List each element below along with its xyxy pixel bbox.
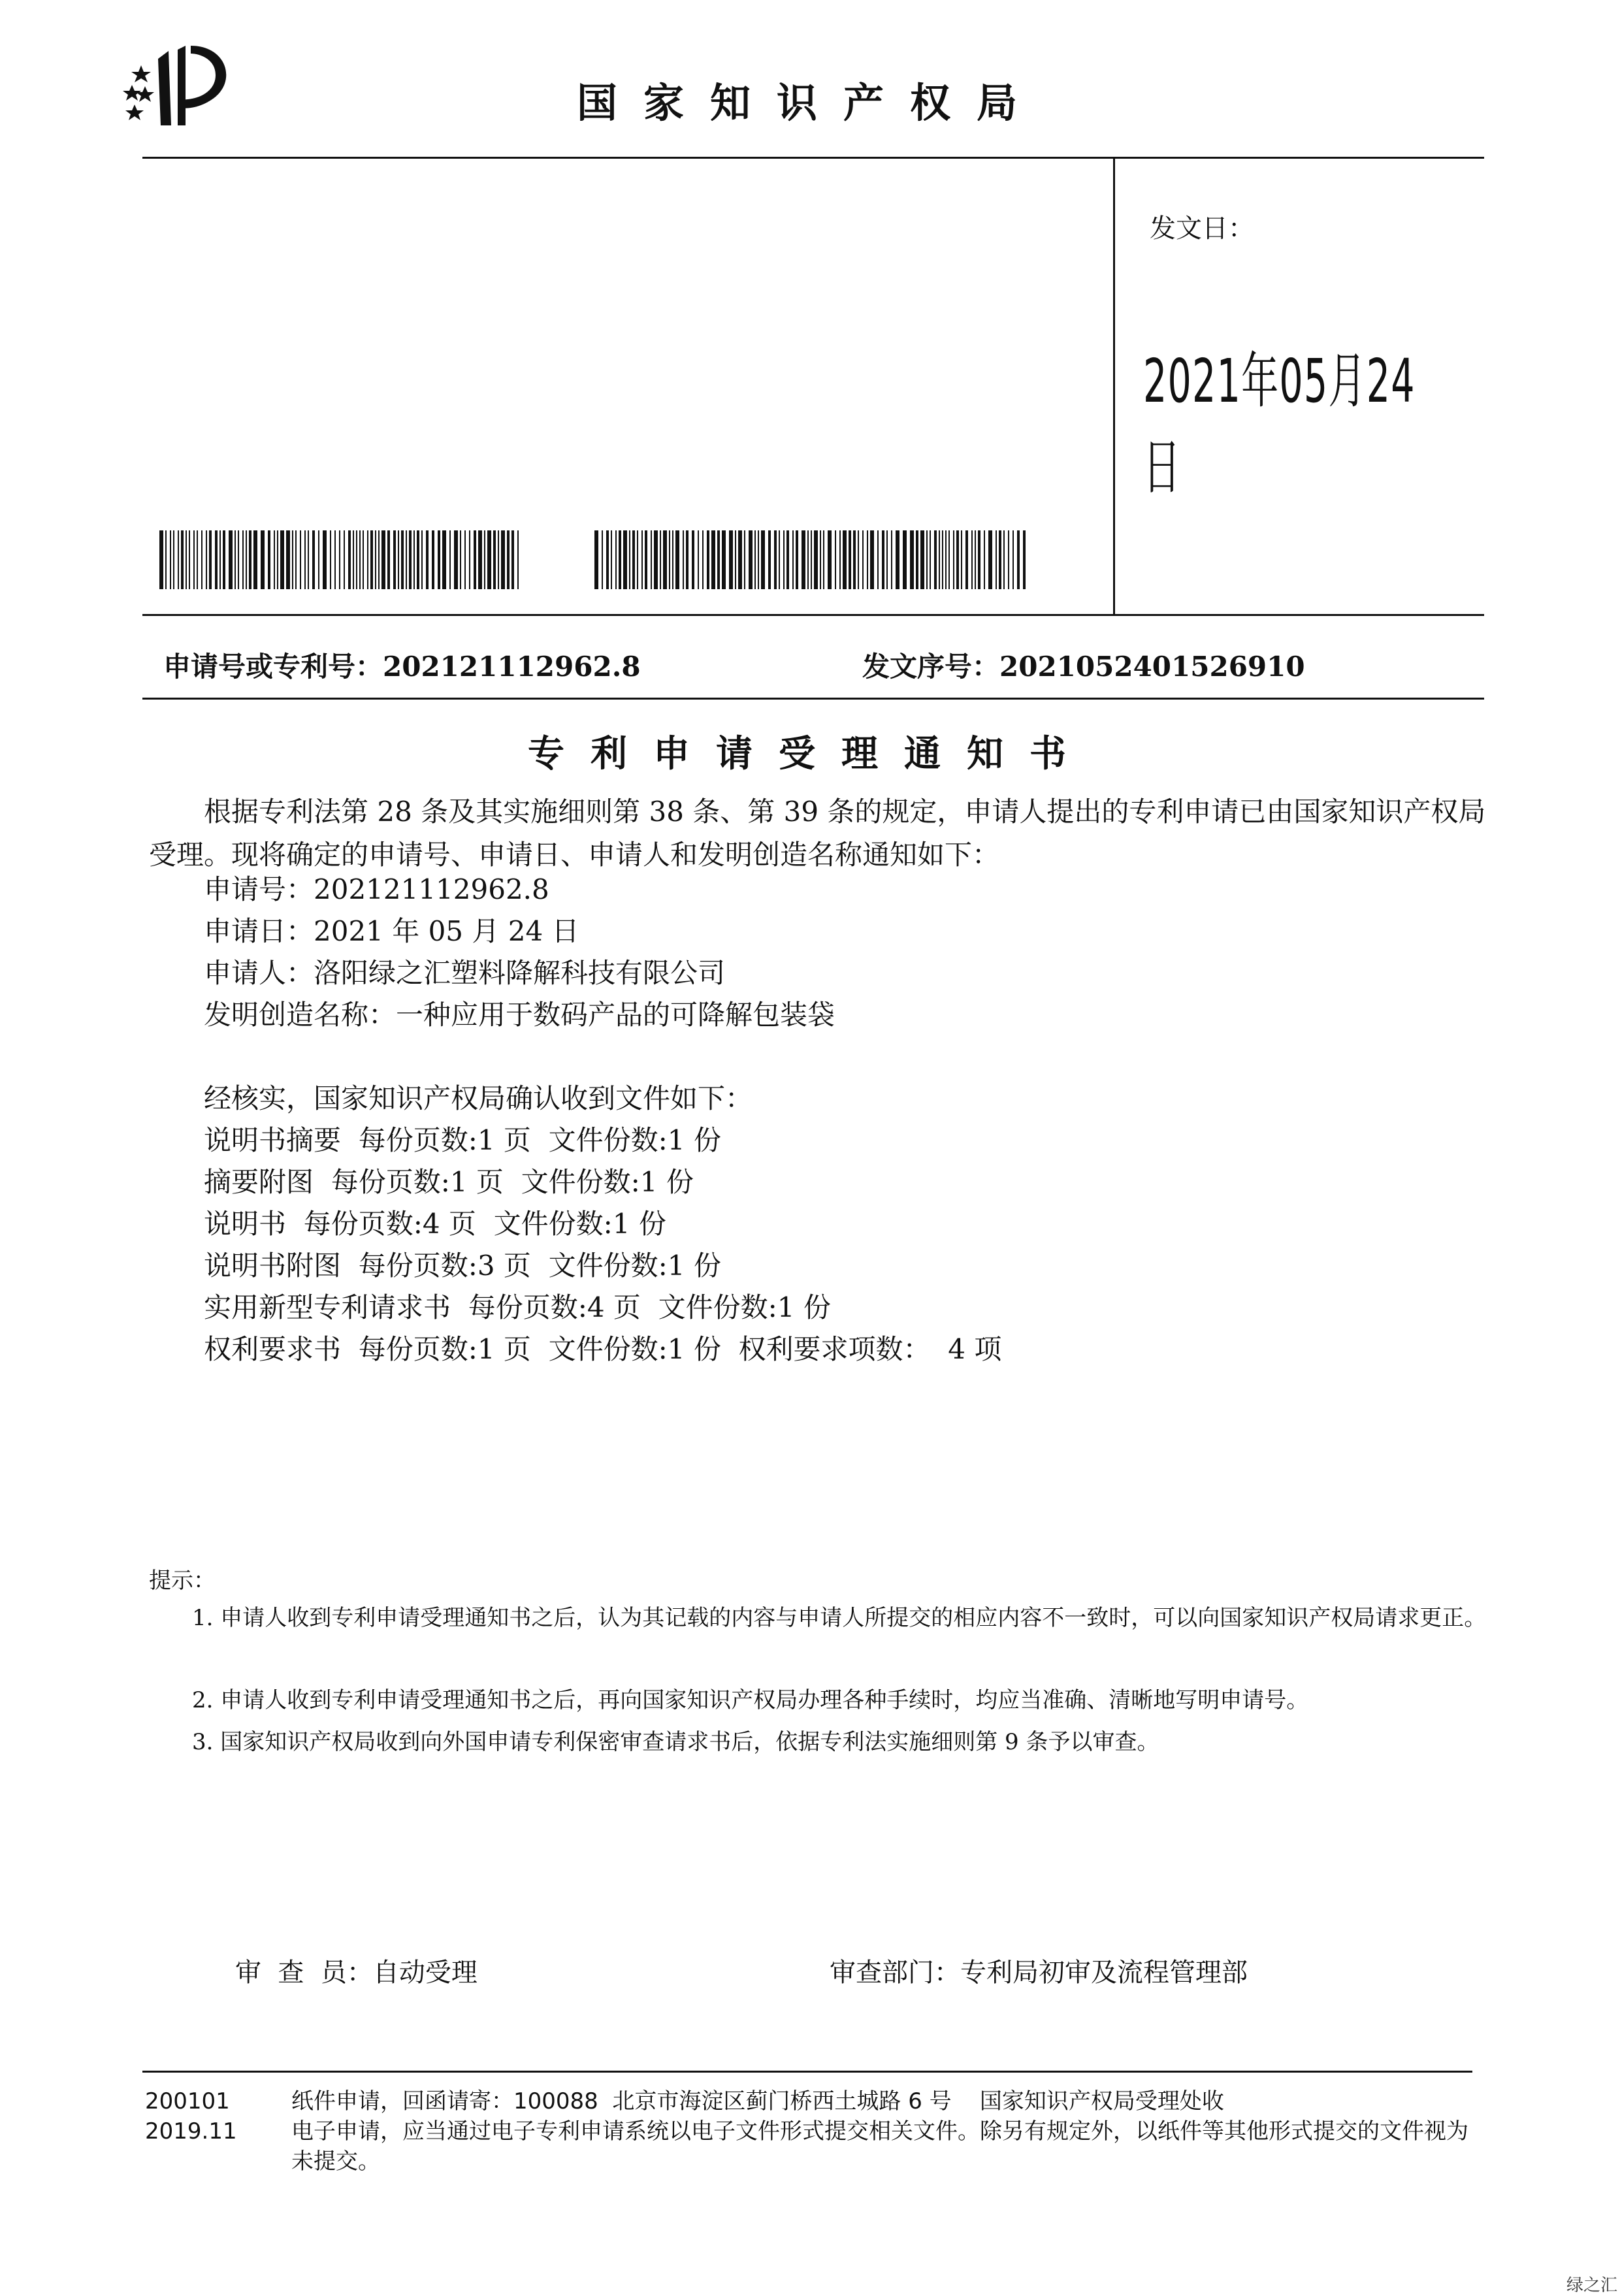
barcode-bar <box>304 530 306 589</box>
barcode-bar <box>487 530 491 589</box>
barcode-bar <box>375 530 376 589</box>
barcode-bar <box>796 530 798 589</box>
barcode-bar <box>948 530 950 589</box>
barcode-bar <box>729 530 733 589</box>
barcode-bar <box>792 530 794 589</box>
barcode-bar <box>953 530 954 589</box>
barcode-bar <box>493 530 496 589</box>
barcode-bar <box>858 530 859 589</box>
barcode-bar <box>853 530 856 589</box>
issue-date-label: 发文日： <box>1150 214 1254 244</box>
barcode-bar <box>442 530 446 589</box>
barcode-bar <box>707 530 709 589</box>
barcode-bar <box>344 530 345 589</box>
barcode-bar <box>862 530 864 589</box>
document-title: 专利申请受理通知书 <box>528 733 1092 775</box>
barcode-bar <box>189 530 190 589</box>
barcode-bar <box>942 530 943 589</box>
barcode-bar <box>295 530 297 589</box>
barcode-bar <box>159 530 163 589</box>
barcode-bar <box>692 530 694 589</box>
barcode-bar <box>615 530 617 589</box>
barcode-bar <box>641 530 643 589</box>
barcode-bar <box>339 530 340 589</box>
serial-number-value: 2021052401526910 <box>999 651 1305 683</box>
barcode-bar <box>438 530 440 589</box>
barcode-bar <box>206 530 207 589</box>
barcode-bar <box>683 530 684 589</box>
barcode-bar <box>722 530 726 589</box>
barcode-bar <box>387 530 390 589</box>
exam-department-value: 专利局初审及流程管理部 <box>960 1958 1248 1988</box>
barcode-bar <box>779 530 780 589</box>
barcode-bar <box>223 530 225 589</box>
barcode-bar <box>460 530 461 589</box>
barcode-bar <box>711 530 715 589</box>
top-divider <box>142 157 1484 159</box>
barcode-bar <box>669 530 670 589</box>
meta-bottom-divider <box>142 698 1484 700</box>
barcode-bar <box>1017 530 1020 589</box>
barcode-bar <box>619 530 621 589</box>
file-item: 说明书附图 每份页数:3 页 文件份数:1 份 <box>204 1250 721 1282</box>
agency-name: 国家知识产权局 <box>576 79 1043 127</box>
barcode-bar <box>849 530 851 589</box>
barcode-bar <box>939 530 940 589</box>
barcode-bar <box>165 530 167 589</box>
barcode-bar <box>413 530 415 589</box>
barcode-bar <box>768 530 771 589</box>
barcode-bar <box>823 530 824 589</box>
barcode-bar <box>1023 530 1026 589</box>
barcode-bar <box>274 530 275 589</box>
barcode-bar <box>478 530 482 589</box>
watermark-text: 绿之汇 <box>1566 2276 1618 2295</box>
barcode-bar <box>623 530 627 589</box>
barcode-bar <box>675 530 679 589</box>
barcode-bar <box>926 530 928 589</box>
barcode-bar <box>602 530 603 589</box>
intro-paragraph: 根据专利法第 28 条及其实施细则第 38 条、第 39 条的规定，申请人提出的专利申请已由国家知识产权局受理。现将确定的申请号、申请日、申请人和发明创造名称通知如下： <box>149 796 1486 871</box>
barcode-bar <box>370 530 373 589</box>
barcode-bar <box>353 530 354 589</box>
barcode-bar <box>956 530 959 589</box>
barcode-bar <box>717 530 720 589</box>
barcode-bar <box>318 530 319 589</box>
detail-invention-title: 发明创造名称：一种应用于数码产品的可降解包装袋 <box>204 999 835 1031</box>
barcode-bar <box>660 530 661 589</box>
barcode-bar <box>672 530 673 589</box>
barcode-bar <box>253 530 257 589</box>
barcode-bar <box>449 530 451 589</box>
barcode-bar <box>637 530 638 589</box>
barcode-bar <box>920 530 924 589</box>
barcode-bar <box>417 530 419 589</box>
issue-date-value: 2021年05月24日 <box>1143 346 1416 502</box>
barcode-bar <box>323 530 327 589</box>
barcode-bar <box>484 530 485 589</box>
barcode-bar <box>761 530 765 589</box>
barcode-bar <box>870 530 874 589</box>
barcode-bar <box>312 530 315 589</box>
barcode-bar <box>406 530 407 589</box>
barcode-bar <box>334 530 336 589</box>
barcode-bar <box>945 530 947 589</box>
serial-number-label: 发文序号： <box>862 651 1000 683</box>
barcode-bar <box>454 530 458 589</box>
barcode-bar <box>882 530 884 589</box>
barcode-bar <box>246 530 247 589</box>
barcode-bar <box>356 530 357 589</box>
examiner <box>235 1952 478 1989</box>
barcode-application <box>159 530 519 589</box>
barcode-bar <box>249 530 251 589</box>
barcode-bar <box>807 530 809 589</box>
barcode-bar <box>978 530 980 589</box>
file-item: 说明书 每份页数:4 页 文件份数:1 份 <box>204 1208 666 1240</box>
barcode-bar <box>738 530 742 589</box>
detail-applicant: 申请人：洛阳绿之汇塑料降解科技有限公司 <box>204 957 726 989</box>
barcode-bar <box>891 530 892 589</box>
barcode-bar <box>910 530 914 589</box>
file-item: 摘要附图 每份页数:1 页 文件份数:1 份 <box>204 1166 694 1198</box>
barcode-bar <box>170 530 171 589</box>
barcode-bar <box>359 530 361 589</box>
barcode-bar <box>401 530 404 589</box>
barcode-bar <box>749 530 753 589</box>
barcode-bar <box>611 530 612 589</box>
file-item: 实用新型专利请求书 每份页数:4 页 文件份数:1 份 <box>204 1291 831 1323</box>
barcode-bar <box>277 530 278 589</box>
barcode-bar <box>209 530 212 589</box>
file-item: 权利要求书 每份页数:1 页 文件份数:1 份 权利要求项数： 4 项 <box>204 1333 1002 1365</box>
barcode-bar <box>651 530 652 589</box>
footer-line-2: 电子申请，应当通过电子专利申请系统以电子文件形式提交相关文件。除另有规定外，以纸件等其他形式提交的文件视为未提交。 <box>291 2118 1468 2175</box>
barcode-bar <box>426 530 429 589</box>
detail-application-number: 申请号：202121112962.8 <box>204 873 549 905</box>
barcode-bar <box>381 530 385 589</box>
barcode-bar <box>754 530 756 589</box>
barcode-bar <box>814 530 818 589</box>
barcode-bar <box>229 530 233 589</box>
footer-code-2: 2019.11 <box>145 2118 237 2144</box>
barcode-bar <box>758 530 759 589</box>
barcode-bar <box>363 530 364 589</box>
file-item: 说明书摘要 每份页数:1 页 文件份数:1 份 <box>204 1124 721 1156</box>
barcode-bar <box>632 530 635 589</box>
examiner-value: 自动受理 <box>372 1958 478 1988</box>
barcode-bar <box>786 530 789 589</box>
footer-code-1: 200101 <box>145 2088 230 2114</box>
barcode-bar <box>975 530 976 589</box>
barcode-bar <box>1008 530 1009 589</box>
detail-application-date: 申请日：2021 年 05 月 24 日 <box>204 915 579 947</box>
barcode-bar <box>934 530 937 589</box>
barcode-bar <box>517 530 519 589</box>
barcode-bar <box>903 530 907 589</box>
barcode-bar <box>432 530 434 589</box>
barcode-bar <box>474 530 476 589</box>
date-box-divider <box>1113 157 1115 614</box>
application-number <box>163 645 641 685</box>
barcode-bar <box>698 530 699 589</box>
barcode-bar <box>173 530 174 589</box>
barcode-bar <box>348 530 351 589</box>
barcode-bar <box>421 530 423 589</box>
barcode-bar <box>178 530 179 589</box>
barcode-bar <box>645 530 647 589</box>
barcode-bar <box>308 530 309 589</box>
barcode-bar <box>261 530 265 589</box>
barcode-bar <box>629 530 630 589</box>
barcode-bar <box>744 530 745 589</box>
exam-department-label: 审查部门： <box>830 1958 960 1988</box>
barcode-bar <box>469 530 470 589</box>
barcode-bar <box>242 530 244 589</box>
tips-title: 提示： <box>149 1568 216 1594</box>
barcode-bar <box>1012 530 1014 589</box>
barcode-bar <box>867 530 868 589</box>
barcode-bar <box>330 530 331 589</box>
barcode-bar <box>464 530 466 589</box>
barcode-bar <box>501 530 505 589</box>
barcode-bar <box>811 530 812 589</box>
barcode-bar <box>193 530 195 589</box>
barcode-bar <box>367 530 368 589</box>
barcode-bar <box>971 530 973 589</box>
barcode-bar <box>268 530 270 589</box>
barcode-bar <box>802 530 805 589</box>
barcode-bar <box>235 530 236 589</box>
tip-item: 1. 申请人收到专利申请受理通知书之后，认为其记载的内容与申请人所提交的相应内容不一致时，可以向国家知识产权局请求更正。 <box>192 1605 1487 1631</box>
barcode-bar <box>1003 530 1005 589</box>
barcode-bar <box>286 530 290 589</box>
barcode-serial <box>594 530 1029 589</box>
barcode-bar <box>663 530 667 589</box>
barcode-bar <box>999 530 1001 589</box>
barcode-bar <box>606 530 609 589</box>
barcode-bar <box>835 530 836 589</box>
confirm-line: 经核实，国家知识产权局确认收到文件如下： <box>204 1082 753 1114</box>
application-number-value: 202121112962.8 <box>383 651 641 683</box>
application-number-label: 申请号或专利号： <box>163 651 383 683</box>
barcode-bar <box>896 530 899 589</box>
barcode-bar <box>378 530 380 589</box>
barcode-bar <box>654 530 658 589</box>
barcode-bar <box>843 530 847 589</box>
barcode-bar <box>280 530 284 589</box>
barcode-bar <box>238 530 239 589</box>
barcode-bar <box>292 530 293 589</box>
footer-line-1: 纸件申请，回函请寄：100088 北京市海淀区蓟门桥西土城路 6 号 国家知识产权局受理处收 <box>291 2088 1224 2114</box>
barcode-bar <box>300 530 301 589</box>
barcode-bar <box>839 530 841 589</box>
barcode-bar <box>961 530 962 589</box>
barcode-bar <box>984 530 985 589</box>
tip-item: 3. 国家知识产权局收到向外国申请专利保密审查请求书后，依据专利法实施细则第 9 条予以审查。 <box>192 1729 1159 1755</box>
barcode-bar <box>186 530 187 589</box>
barcode-bar <box>877 530 879 589</box>
barcode-bar <box>783 530 785 589</box>
barcode-bar <box>916 530 918 589</box>
barcode-bar <box>996 530 997 589</box>
barcode-bar <box>988 530 992 589</box>
barcode-bar <box>181 530 184 589</box>
barcode-bar <box>215 530 218 589</box>
barcode-bar <box>393 530 396 589</box>
barcode-bar <box>197 530 198 589</box>
barcode-bar <box>702 530 704 589</box>
barcode-bar <box>828 530 832 589</box>
barcode-bar <box>409 530 412 589</box>
barcode-bar <box>930 530 931 589</box>
barcode-bar <box>201 530 202 589</box>
barcode-bar <box>511 530 514 589</box>
barcode-bar <box>774 530 777 589</box>
barcode-bottom-divider <box>142 614 1484 616</box>
barcode-bar <box>820 530 821 589</box>
barcode-bar <box>498 530 499 589</box>
footer-divider <box>142 2071 1472 2073</box>
barcode-bar <box>594 530 598 589</box>
serial-number <box>862 645 1305 685</box>
barcode-bar <box>219 530 221 589</box>
exam-department <box>830 1952 1248 1989</box>
barcode-bar <box>886 530 888 589</box>
barcode-bar <box>686 530 688 589</box>
barcode-bar <box>507 530 510 589</box>
barcode-bar <box>735 530 736 589</box>
examiner-label: 审 查 员： <box>235 1958 373 1988</box>
barcode-bar <box>398 530 399 589</box>
tip-item: 2. 申请人收到专利申请受理通知书之后，再向国家知识产权局办理各种手续时，均应当准确、清晰地写明申请号。 <box>192 1687 1309 1713</box>
barcode-bar <box>965 530 968 589</box>
